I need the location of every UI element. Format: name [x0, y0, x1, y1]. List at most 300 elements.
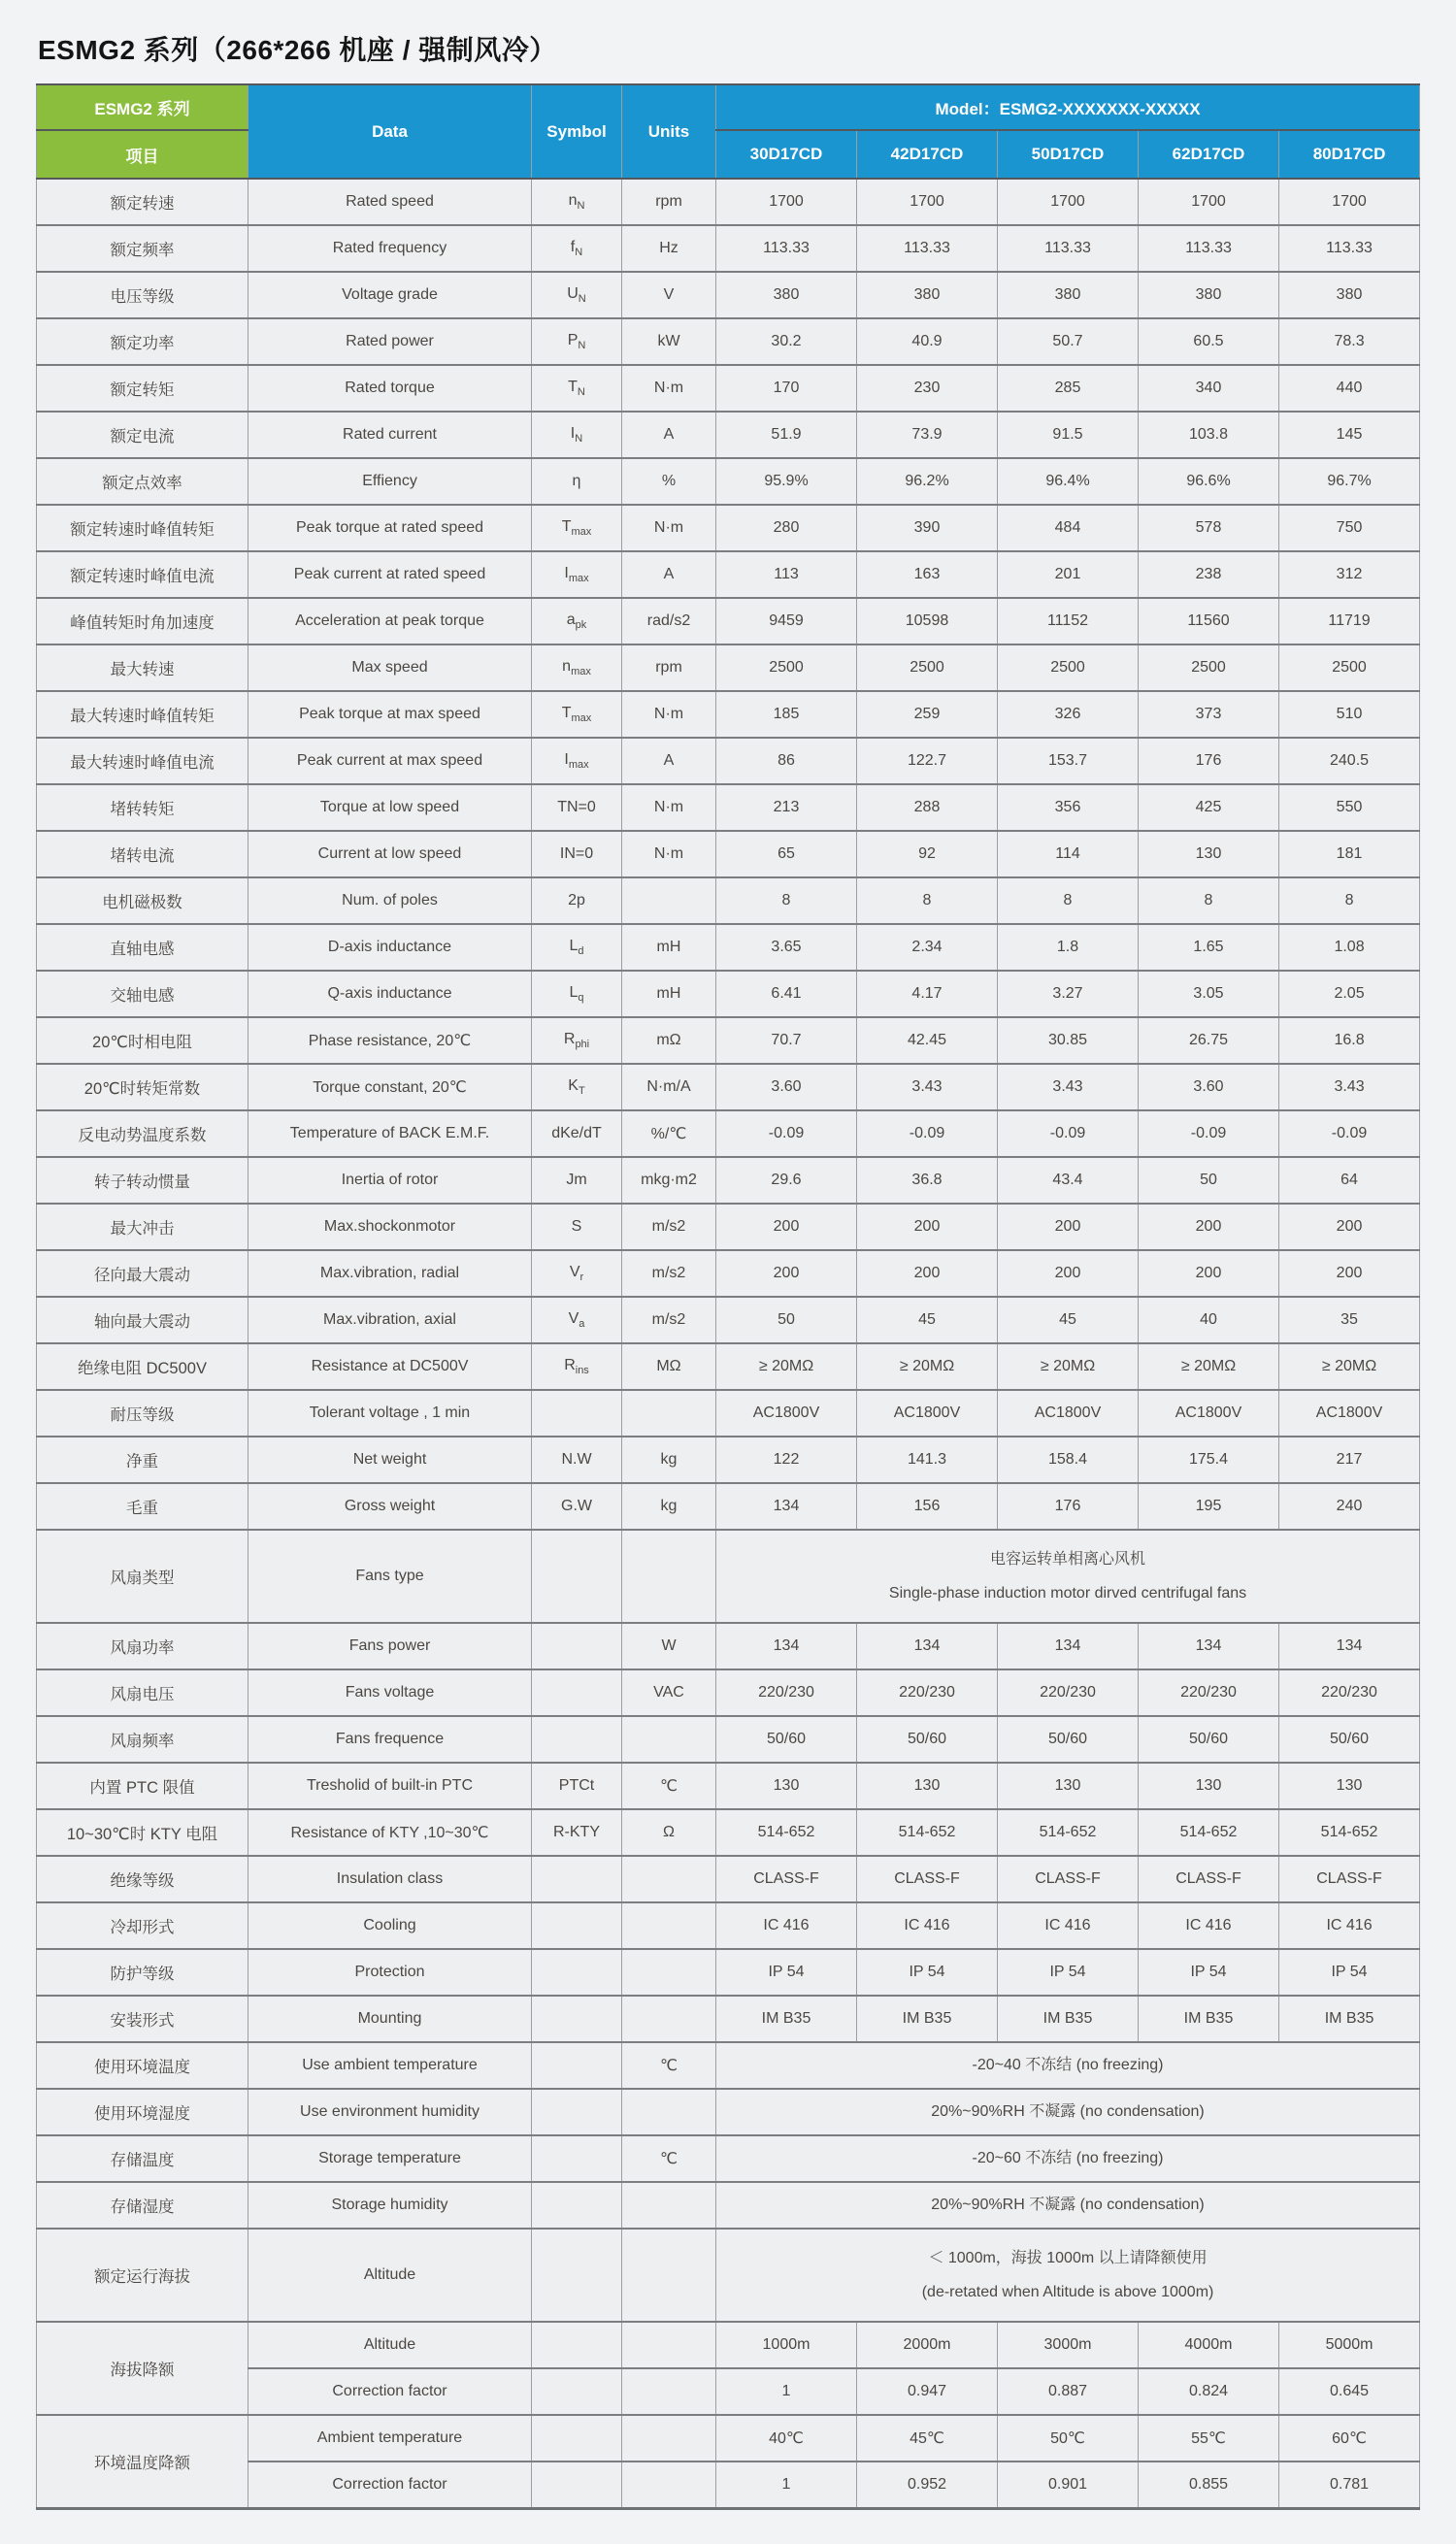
symbol-main: G.W	[561, 1498, 592, 1514]
row-value: 3.43	[998, 1064, 1139, 1110]
row-value: 200	[857, 1204, 998, 1250]
row-value: 2500	[1139, 644, 1279, 691]
row-unit: m/s2	[622, 1204, 716, 1250]
table-row	[37, 1437, 1420, 1483]
row-value: 181	[1279, 831, 1420, 877]
row-unit	[622, 1530, 716, 1623]
row-value: 240	[1279, 1483, 1420, 1530]
row-symbol	[532, 1110, 622, 1157]
row-value: 1700	[998, 179, 1139, 225]
row-unit	[622, 2229, 716, 2322]
symbol-subscript: N	[578, 340, 586, 352]
row-value: 134	[1279, 1623, 1420, 1669]
symbol-main: T	[568, 378, 578, 395]
row-symbol	[532, 318, 622, 365]
row-value: 390	[857, 505, 998, 551]
row-value: 1	[716, 2368, 857, 2415]
row-unit: VAC	[622, 1669, 716, 1716]
row-value: 220/230	[857, 1669, 998, 1716]
row-label-cn: 最大转速时峰值电流	[37, 738, 248, 784]
row-value: 113.33	[998, 225, 1139, 272]
row-unit: %/℃	[622, 1110, 716, 1157]
row-value: 2500	[1279, 644, 1420, 691]
row-value: 130	[1279, 1763, 1420, 1809]
row-unit: N·m	[622, 505, 716, 551]
row-symbol	[532, 2042, 622, 2089]
table-row	[37, 877, 1420, 924]
symbol-subscript: N	[578, 293, 586, 306]
row-value: 95.9%	[716, 458, 857, 505]
symbol-subscript: max	[571, 712, 592, 725]
symbol-main: IN=0	[559, 845, 594, 862]
row-value: 8	[1139, 877, 1279, 924]
row-value: 200	[1139, 1204, 1279, 1250]
row-value: ≥ 20MΩ	[857, 1343, 998, 1390]
row-label-en: Fans type	[248, 1530, 532, 1623]
row-label-en: Max.vibration, axial	[248, 1297, 532, 1343]
table-row	[37, 1623, 1420, 1669]
spec-table	[36, 83, 1420, 2510]
row-value: ≥ 20MΩ	[716, 1343, 857, 1390]
row-group-label: 环境温度降额	[37, 2415, 248, 2509]
row-label-en: Rated current	[248, 412, 532, 458]
row-value: AC1800V	[1139, 1390, 1279, 1437]
row-value: 10598	[857, 598, 998, 644]
row-value: 29.6	[716, 1157, 857, 1204]
row-label-cn: 存储温度	[37, 2135, 248, 2182]
row-value: ≥ 20MΩ	[998, 1343, 1139, 1390]
symbol-subscript: ins	[575, 1365, 589, 1377]
row-unit: N·m/A	[622, 1064, 716, 1110]
row-label-cn: 净重	[37, 1437, 248, 1483]
table-row	[37, 551, 1420, 598]
row-unit: N·m	[622, 784, 716, 831]
symbol-main: 2p	[568, 892, 585, 909]
symbol-subscript: d	[578, 945, 584, 958]
row-value: 0.947	[857, 2368, 998, 2415]
symbol-subscript: max	[571, 526, 592, 539]
symbol-main: V	[568, 1309, 579, 1327]
row-label-en: Altitude	[248, 2229, 532, 2322]
row-value: 51.9	[716, 412, 857, 458]
row-label-en: Num. of poles	[248, 877, 532, 924]
row-unit: mΩ	[622, 1017, 716, 1064]
header-model-col-3: 50D17CD	[998, 130, 1139, 179]
table-row	[37, 1250, 1420, 1297]
row-unit: %	[622, 458, 716, 505]
table-row	[37, 1343, 1420, 1390]
table-row	[37, 412, 1420, 458]
row-symbol	[532, 1297, 622, 1343]
row-value: 134	[716, 1623, 857, 1669]
row-value: -0.09	[716, 1110, 857, 1157]
row-symbol	[532, 551, 622, 598]
row-value: 156	[857, 1483, 998, 1530]
table-row	[37, 272, 1420, 318]
row-value: 380	[998, 272, 1139, 318]
row-label-cn: 直轴电感	[37, 924, 248, 971]
row-value: 0.645	[1279, 2368, 1420, 2415]
row-value: 3.43	[1279, 1064, 1420, 1110]
row-value: 50/60	[857, 1716, 998, 1763]
row-label-en: Correction factor	[248, 2461, 532, 2509]
row-label-cn: 电机磁极数	[37, 877, 248, 924]
symbol-subscript: max	[568, 759, 589, 772]
row-label-cn: 安装形式	[37, 1996, 248, 2042]
row-value: 2.34	[857, 924, 998, 971]
row-value: 92	[857, 831, 998, 877]
row-value: 96.6%	[1139, 458, 1279, 505]
row-value-merged	[716, 2229, 1420, 2322]
row-label-en: Max.shockonmotor	[248, 1204, 532, 1250]
row-unit: rpm	[622, 179, 716, 225]
row-value: 514-652	[1139, 1809, 1279, 1856]
row-label-en: Acceleration at peak torque	[248, 598, 532, 644]
row-unit: mkg·m2	[622, 1157, 716, 1204]
row-label-en: Storage humidity	[248, 2182, 532, 2229]
symbol-subscript: r	[579, 1272, 584, 1284]
table-row	[37, 1297, 1420, 1343]
symbol-main: T	[561, 517, 572, 535]
header-model-col-1: 30D17CD	[716, 130, 857, 179]
symbol-main: dKe/dT	[551, 1125, 602, 1141]
row-label-cn: 峰值转矩时角加速度	[37, 598, 248, 644]
row-value: 64	[1279, 1157, 1420, 1204]
row-value: 340	[1139, 365, 1279, 412]
row-value: 113.33	[1139, 225, 1279, 272]
symbol-main: S	[571, 1218, 582, 1235]
row-value: 750	[1279, 505, 1420, 551]
row-value: ≥ 20MΩ	[1139, 1343, 1279, 1390]
row-value: 185	[716, 691, 857, 738]
row-symbol	[532, 1483, 622, 1530]
row-value: CLASS-F	[998, 1856, 1139, 1902]
row-label-en: Correction factor	[248, 2368, 532, 2415]
row-value: 8	[998, 877, 1139, 924]
row-unit: mH	[622, 971, 716, 1017]
header-item: 项目	[37, 130, 248, 179]
row-value: 70.7	[716, 1017, 857, 1064]
table-row	[37, 1064, 1420, 1110]
row-value: 200	[857, 1250, 998, 1297]
row-value: 2500	[998, 644, 1139, 691]
row-value: 0.824	[1139, 2368, 1279, 2415]
row-label-cn: 20℃时相电阻	[37, 1017, 248, 1064]
symbol-main: f	[570, 238, 576, 255]
row-value: 3.60	[716, 1064, 857, 1110]
table-row	[37, 1716, 1420, 1763]
row-value: ≥ 20MΩ	[1279, 1343, 1420, 1390]
row-value: 16.8	[1279, 1017, 1420, 1064]
row-value: 1.08	[1279, 924, 1420, 971]
row-unit: kg	[622, 1483, 716, 1530]
symbol-main: R	[564, 1356, 576, 1373]
row-label-en: Torque at low speed	[248, 784, 532, 831]
row-label-cn: 毛重	[37, 1483, 248, 1530]
table-row	[37, 2182, 1420, 2229]
table-row	[37, 738, 1420, 784]
merged-line: 20%~90%RH 不凝露 (no condensation)	[931, 2197, 1205, 2214]
row-value: 356	[998, 784, 1139, 831]
row-value: -0.09	[998, 1110, 1139, 1157]
row-value: 220/230	[1139, 1669, 1279, 1716]
row-label-en: Tolerant voltage , 1 min	[248, 1390, 532, 1437]
row-value: 130	[1139, 1763, 1279, 1809]
row-value: 8	[1279, 877, 1420, 924]
row-value: 130	[998, 1763, 1139, 1809]
header-row-1	[37, 84, 1420, 130]
row-value: 153.7	[998, 738, 1139, 784]
row-value: 60.5	[1139, 318, 1279, 365]
row-unit: ℃	[622, 1763, 716, 1809]
row-value: CLASS-F	[1139, 1856, 1279, 1902]
row-unit: Ω	[622, 1809, 716, 1856]
row-value: 45	[857, 1297, 998, 1343]
row-value: 86	[716, 738, 857, 784]
table-row	[37, 1996, 1420, 2042]
row-label-en: Voltage grade	[248, 272, 532, 318]
symbol-main: T	[561, 704, 572, 721]
table-row	[37, 505, 1420, 551]
symbol-subscript: max	[568, 573, 589, 585]
table-row	[37, 1763, 1420, 1809]
row-value: 50/60	[1279, 1716, 1420, 1763]
table-row	[37, 1204, 1420, 1250]
table-row	[37, 2042, 1420, 2089]
symbol-subscript: phi	[575, 1039, 590, 1051]
row-value: 65	[716, 831, 857, 877]
row-value-merged	[716, 2182, 1420, 2229]
table-row	[37, 1902, 1420, 1949]
row-label-cn: 额定频率	[37, 225, 248, 272]
symbol-main: I	[564, 750, 569, 768]
row-symbol	[532, 2415, 622, 2461]
row-label-en: Use environment humidity	[248, 2089, 532, 2135]
row-value: 0.781	[1279, 2461, 1420, 2509]
row-value: 40.9	[857, 318, 998, 365]
spec-table-header	[37, 84, 1420, 179]
row-value: 141.3	[857, 1437, 998, 1483]
row-value: 1000m	[716, 2322, 857, 2368]
row-group-label: 海拔降额	[37, 2322, 248, 2415]
table-row	[37, 2415, 1420, 2461]
row-value: 50/60	[998, 1716, 1139, 1763]
row-label-cn: 存储湿度	[37, 2182, 248, 2229]
row-value: 5000m	[1279, 2322, 1420, 2368]
row-value: AC1800V	[857, 1390, 998, 1437]
row-unit: rad/s2	[622, 598, 716, 644]
row-value: 514-652	[998, 1809, 1139, 1856]
row-label-cn: 电压等级	[37, 272, 248, 318]
row-value: 50/60	[1139, 1716, 1279, 1763]
row-symbol	[532, 1809, 622, 1856]
row-label-en: Rated power	[248, 318, 532, 365]
row-value: 2500	[716, 644, 857, 691]
symbol-main: I	[564, 564, 569, 581]
row-unit: rpm	[622, 644, 716, 691]
row-symbol	[532, 412, 622, 458]
row-label-en: Temperature of BACK E.M.F.	[248, 1110, 532, 1157]
row-value: 200	[998, 1250, 1139, 1297]
row-label-en: Net weight	[248, 1437, 532, 1483]
row-unit	[622, 877, 716, 924]
symbol-main: a	[566, 611, 576, 628]
row-value: 35	[1279, 1297, 1420, 1343]
row-value: CLASS-F	[857, 1856, 998, 1902]
row-value: 40℃	[716, 2415, 857, 2461]
table-row	[37, 365, 1420, 412]
row-value: 96.2%	[857, 458, 998, 505]
row-label-en: Peak torque at rated speed	[248, 505, 532, 551]
row-value: 113.33	[716, 225, 857, 272]
merged-line: -20~40 不冻结 (no freezing)	[972, 2057, 1164, 2074]
row-label-en: Fans power	[248, 1623, 532, 1669]
row-value: 550	[1279, 784, 1420, 831]
row-value: 11560	[1139, 598, 1279, 644]
table-row	[37, 784, 1420, 831]
row-value: 50	[716, 1297, 857, 1343]
table-row	[37, 2322, 1420, 2368]
row-symbol	[532, 691, 622, 738]
symbol-main: U	[567, 284, 579, 302]
row-label-en: Max speed	[248, 644, 532, 691]
table-row	[37, 924, 1420, 971]
row-label-cn: 风扇功率	[37, 1623, 248, 1669]
row-value: 122	[716, 1437, 857, 1483]
row-symbol	[532, 644, 622, 691]
row-unit	[622, 1902, 716, 1949]
symbol-main: L	[569, 937, 579, 954]
row-value: 176	[1139, 738, 1279, 784]
row-symbol	[532, 365, 622, 412]
row-label-en: Max.vibration, radial	[248, 1250, 532, 1297]
merged-line: (de-retated when Altitude is above 1000m)	[921, 2284, 1214, 2300]
row-label-cn: 额定运行海拔	[37, 2229, 248, 2322]
row-label-en: Peak current at rated speed	[248, 551, 532, 598]
row-value: -0.09	[1139, 1110, 1279, 1157]
row-value: 134	[716, 1483, 857, 1530]
merged-line: ＜ 1000m，海拔 1000m 以上请降额使用	[928, 2249, 1208, 2266]
row-value: IP 54	[857, 1949, 998, 1996]
row-value: IP 54	[1279, 1949, 1420, 1996]
symbol-main: L	[569, 983, 579, 1001]
symbol-main: PTCt	[558, 1777, 595, 1794]
row-value: 45℃	[857, 2415, 998, 2461]
symbol-main: R	[563, 1030, 576, 1047]
row-symbol	[532, 1996, 622, 2042]
row-value: 45	[998, 1297, 1139, 1343]
row-value: CLASS-F	[1279, 1856, 1420, 1902]
row-label-en: Rated speed	[248, 179, 532, 225]
page-title: ESMG2 系列（266*266 机座 / 强制风冷）	[38, 35, 557, 65]
row-label-en: Inertia of rotor	[248, 1157, 532, 1204]
symbol-subscript: a	[579, 1318, 585, 1331]
row-value: 200	[716, 1250, 857, 1297]
table-row	[37, 318, 1420, 365]
row-value: 176	[998, 1483, 1139, 1530]
table-row	[37, 1669, 1420, 1716]
row-value: 60℃	[1279, 2415, 1420, 2461]
row-symbol	[532, 1763, 622, 1809]
table-row	[37, 1483, 1420, 1530]
table-row	[37, 225, 1420, 272]
row-label-cn: 20℃时转矩常数	[37, 1064, 248, 1110]
row-value: IC 416	[857, 1902, 998, 1949]
row-unit: mH	[622, 924, 716, 971]
row-value: 8	[857, 877, 998, 924]
symbol-main: V	[569, 1263, 580, 1280]
row-unit	[622, 2461, 716, 2509]
table-row	[37, 1809, 1420, 1856]
row-value: 195	[1139, 1483, 1279, 1530]
row-symbol	[532, 2368, 622, 2415]
header-model-col-5: 80D17CD	[1279, 130, 1420, 179]
row-label-cn: 冷却形式	[37, 1902, 248, 1949]
table-row	[37, 691, 1420, 738]
row-value: 113.33	[1279, 225, 1420, 272]
row-value: IC 416	[1279, 1902, 1420, 1949]
row-unit: A	[622, 412, 716, 458]
symbol-subscript: max	[571, 666, 591, 678]
row-label-en: Storage temperature	[248, 2135, 532, 2182]
row-value: 175.4	[1139, 1437, 1279, 1483]
row-value: 0.887	[998, 2368, 1139, 2415]
row-label-en: Cooling	[248, 1902, 532, 1949]
symbol-subscript: N	[575, 247, 583, 259]
row-unit	[622, 2368, 716, 2415]
row-value: 113.33	[857, 225, 998, 272]
row-value: 130	[1139, 831, 1279, 877]
row-value: 26.75	[1139, 1017, 1279, 1064]
row-symbol	[532, 1902, 622, 1949]
row-label-cn: 最大冲击	[37, 1204, 248, 1250]
row-label-cn: 额定转矩	[37, 365, 248, 412]
row-value: 96.7%	[1279, 458, 1420, 505]
row-label-en: Phase resistance, 20℃	[248, 1017, 532, 1064]
row-value: 200	[998, 1204, 1139, 1250]
row-value: 220/230	[998, 1669, 1139, 1716]
row-symbol	[532, 1623, 622, 1669]
row-label-cn: 额定电流	[37, 412, 248, 458]
row-value: 114	[998, 831, 1139, 877]
row-label-cn: 风扇类型	[37, 1530, 248, 1623]
row-value: 1700	[716, 179, 857, 225]
row-symbol	[532, 1204, 622, 1250]
row-value: IP 54	[1139, 1949, 1279, 1996]
row-value: 1	[716, 2461, 857, 2509]
symbol-subscript: pk	[575, 619, 587, 632]
row-symbol	[532, 1530, 622, 1623]
row-symbol	[532, 2089, 622, 2135]
header-data: Data	[248, 84, 532, 179]
row-value: 3.27	[998, 971, 1139, 1017]
symbol-main: K	[568, 1076, 579, 1094]
symbol-main: η	[572, 473, 581, 489]
merged-line: -20~60 不冻结 (no freezing)	[972, 2150, 1164, 2167]
row-value: 11719	[1279, 598, 1420, 644]
row-label-cn: 堵转电流	[37, 831, 248, 877]
row-unit: m/s2	[622, 1297, 716, 1343]
header-model-col-4: 62D17CD	[1139, 130, 1279, 179]
row-value: 1700	[857, 179, 998, 225]
row-label-cn: 额定转速时峰值电流	[37, 551, 248, 598]
row-symbol	[532, 505, 622, 551]
row-value: 312	[1279, 551, 1420, 598]
row-symbol	[532, 1437, 622, 1483]
row-unit: kg	[622, 1437, 716, 1483]
row-value: IP 54	[716, 1949, 857, 1996]
row-value: 96.4%	[998, 458, 1139, 505]
